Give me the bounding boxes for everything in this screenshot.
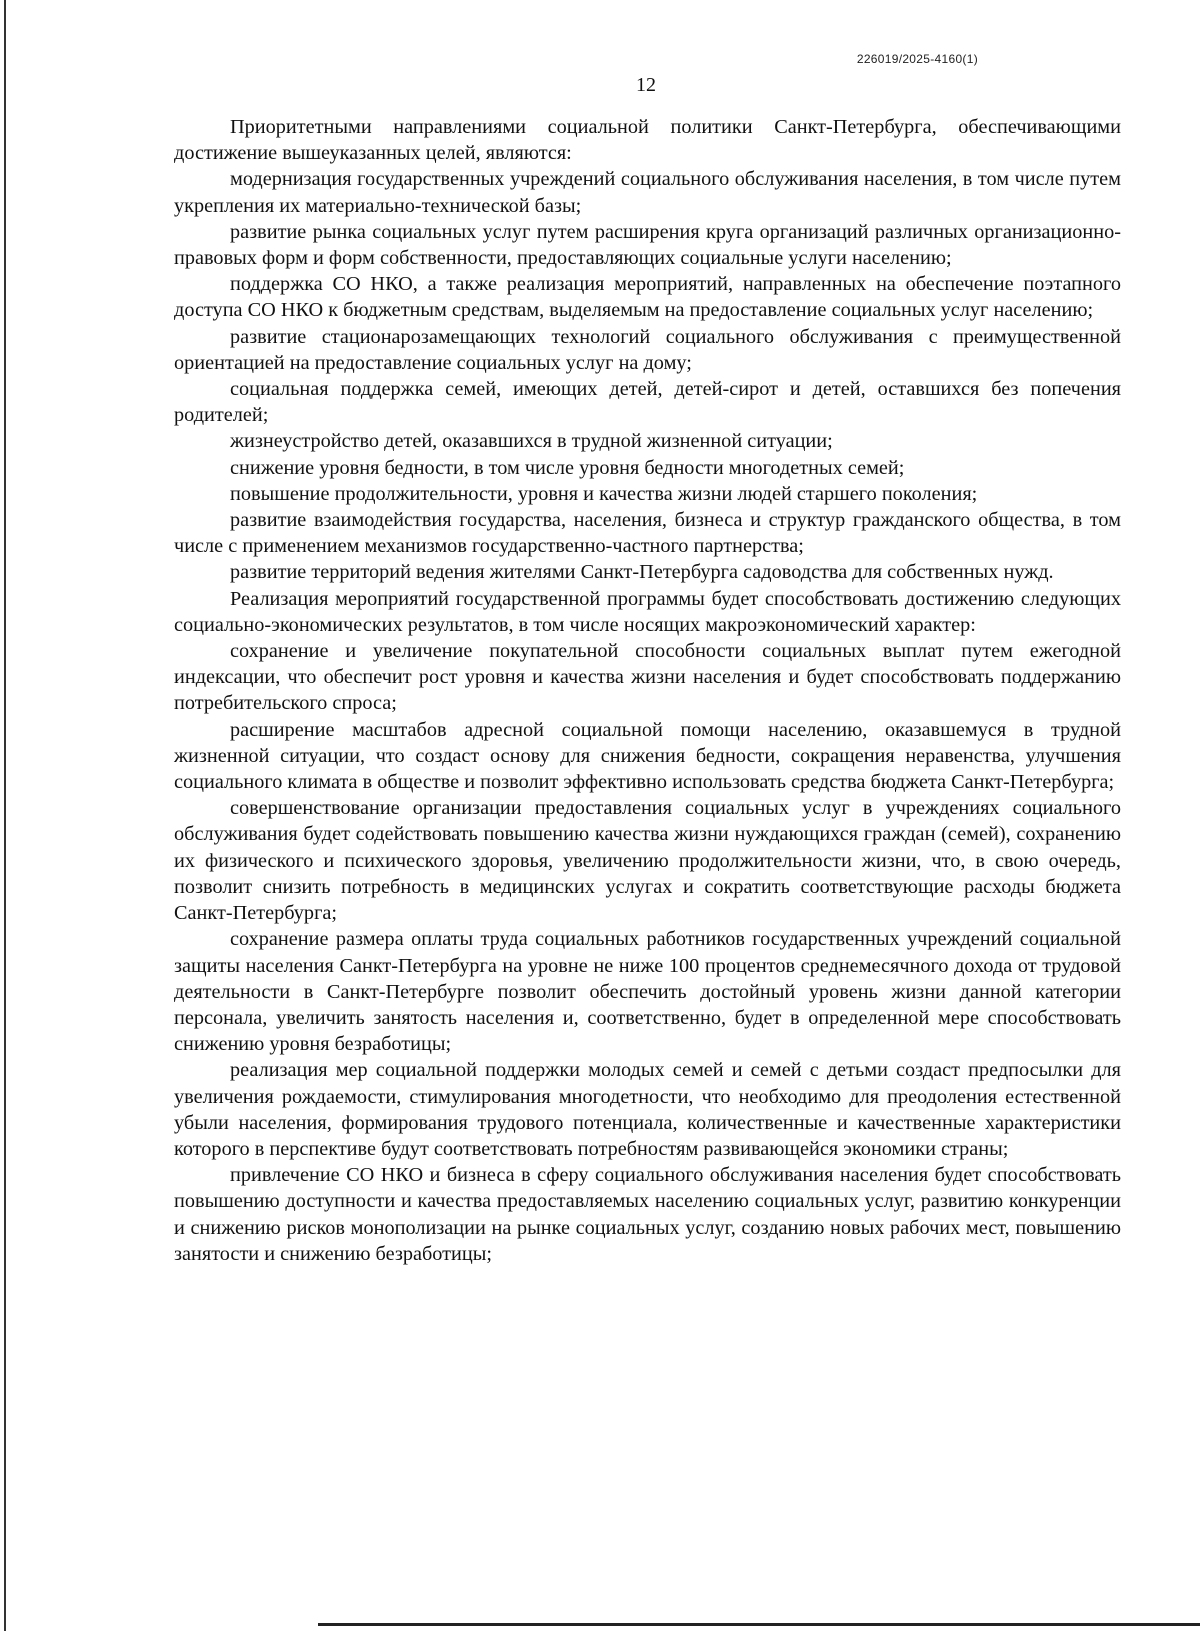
paragraph-gardening: развитие территорий ведения жителями Санкт-Петербурга садоводства для собственных нужд. bbox=[230, 561, 1054, 584]
paragraph-business-involvement: привлечение СО НКО и бизнеса в сферу социального обслуживания населения будет способствовать повышению доступности и качества предоставляемых населению социальных услуг, развитию конкуренции и снижению рисков монополизации на рынке социальных услуг, созданию новых рабочих мест, повышению занятости и снижению безработицы; bbox=[174, 1164, 1121, 1265]
scan-bottom-edge bbox=[318, 1623, 1200, 1626]
paragraph-priorities-intro: Приоритетными направлениями социальной политики Санкт-Петербурга, обеспечивающими достижение вышеуказанных целей, являются: bbox=[174, 116, 1121, 165]
paragraph-results-intro: Реализация мероприятий государственной программы будет способствовать достижению следующих социально-экономических результатов, в том числе носящих макроэкономический характер: bbox=[174, 587, 1121, 636]
paragraph-home-care: развитие стационарозамещающих технологий социального обслуживания с преимущественной ориентацией на предоставление социальных услуг на дому; bbox=[174, 325, 1121, 374]
paragraph-family-support: социальная поддержка семей, имеющих детей, детей-сирот и детей, оставшихся без попечения родителей; bbox=[174, 378, 1121, 427]
paragraph-poverty: снижение уровня бедности, в том числе уровня бедности многодетных семей; bbox=[230, 456, 905, 479]
paragraph-targeted-aid: расширение масштабов адресной социальной помощи населению, оказавшемуся в трудной жизненной ситуации, что создаст основу для снижения бедности, сокращения неравенства, улучшения социального климата в обществе и позволит эффективно использовать средства бюджета Санкт-Петербурга; bbox=[174, 718, 1121, 794]
paragraph-nko-support: поддержка СО НКО, а также реализация мероприятий, направленных на обеспечение поэтапного доступа СО НКО к бюджетным средствам, выделяемым на предоставление социальных услуг населению; bbox=[174, 273, 1121, 322]
paragraph-children: жизнеустройство детей, оказавшихся в трудной жизненной ситуации; bbox=[230, 430, 833, 453]
paragraph-purchasing-power: сохранение и увеличение покупательной способности социальных выплат путем ежегодной индексации, что обеспечит рост уровня и качества жизни населения и будет способствовать поддержанию потребительского спроса; bbox=[174, 640, 1121, 715]
paragraph-partnership: развитие взаимодействия государства, населения, бизнеса и структур гражданского общества, в том числе с применением механизмов государственно-частного партнерства; bbox=[174, 509, 1121, 558]
paragraph-modernization: модернизация государственных учреждений социального обслуживания населения, в том числе путем укрепления их материально-технической базы; bbox=[174, 168, 1121, 217]
document-registration-number: 226019/2025-4160(1) bbox=[856, 52, 978, 66]
paragraph-wages: сохранение размера оплаты труда социальных работников государственных учреждений социальной защиты населения Санкт-Петербурга на уровне не ниже 100 процентов среднемесячного дохода от трудовой деятельности в Санкт-Петербурге позволит обеспечить достойный уровень жизни данной категории персонала, увеличить занятость населения и, соответственно, будет в определенной мере способствовать снижению уровня безработицы; bbox=[174, 928, 1121, 1056]
document-body bbox=[174, 114, 1121, 1267]
page-number: 12 bbox=[636, 74, 656, 96]
paragraph-market-development: развитие рынка социальных услуг путем расширения круга организаций различных организационно-правовых форм и форм собственности, предоставляющих социальные услуги населению; bbox=[174, 220, 1121, 270]
paragraph-service-improvement: совершенствование организации предоставления социальных услуг в учреждениях социального обслуживания будет содействовать повышению качества жизни нуждающихся граждан (семей), сохранению их физического и психического здоровья, увеличению продолжительности жизни, что, в свою очередь, позволит снизить потребность в медицинских услугах и сократить соответствующие расходы бюджета Санкт-Петербурга; bbox=[174, 797, 1121, 925]
paragraph-young-families: реализация мер социальной поддержки молодых семей и семей с детьми создаст предпосылки для увеличения рождаемости, стимулирования многодетности, что необходимо для преодоления естественной убыли населения, формирования трудового потенциала, количественные и качественные характеристики которого в перспективе будут соответствовать потребностям развивающейся экономики страны; bbox=[174, 1059, 1121, 1160]
scan-left-edge bbox=[4, 0, 6, 1631]
paragraph-elderly: повышение продолжительности, уровня и качества жизни людей старшего поколения; bbox=[230, 482, 978, 505]
